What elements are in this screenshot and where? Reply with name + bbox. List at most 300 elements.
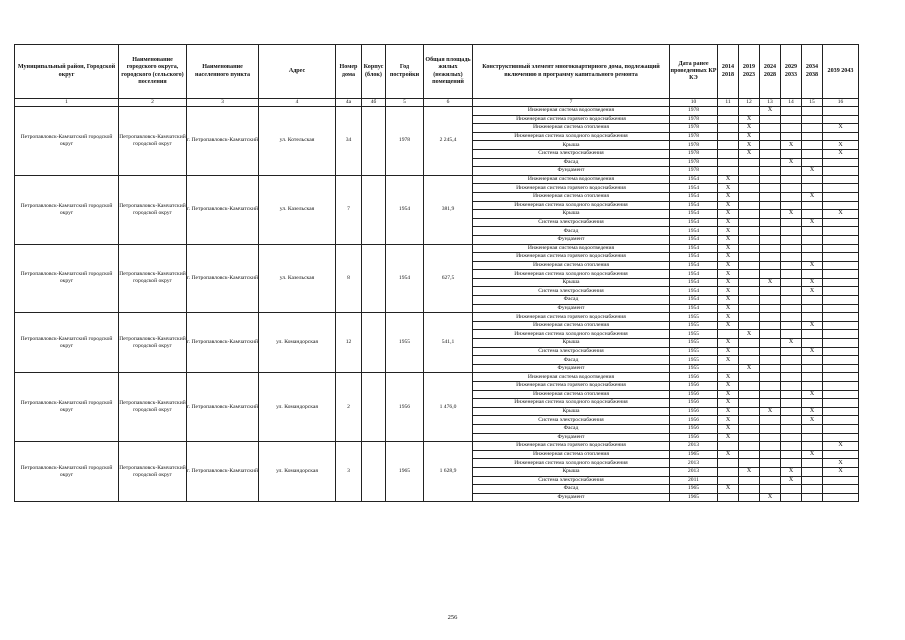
period-mark-cell: X xyxy=(718,201,739,210)
period-mark-cell xyxy=(802,442,823,451)
period-mark-cell: X xyxy=(823,141,859,150)
period-mark-cell: X xyxy=(802,287,823,296)
period-mark-cell xyxy=(802,373,823,382)
period-mark-cell xyxy=(781,407,802,416)
period-mark-cell xyxy=(739,476,760,485)
period-mark-cell xyxy=(802,132,823,141)
column-number: 13 xyxy=(760,99,781,107)
previous-repair-date-cell: 1978 xyxy=(670,132,718,141)
period-mark-cell xyxy=(718,364,739,373)
table-row xyxy=(15,313,859,322)
previous-repair-date-cell: 1955 xyxy=(670,321,718,330)
structural-element-cell: Инженерная система водоотведения xyxy=(473,244,670,253)
period-mark-cell xyxy=(781,278,802,287)
period-mark-cell xyxy=(823,424,859,433)
previous-repair-date-cell: 1954 xyxy=(670,304,718,313)
structural-element-cell: Крыша xyxy=(473,278,670,287)
period-mark-cell xyxy=(802,313,823,322)
previous-repair-date-cell: 2013 xyxy=(670,467,718,476)
period-mark-cell xyxy=(739,192,760,201)
area-cell: 381,9 xyxy=(424,175,473,244)
period-mark-cell xyxy=(781,270,802,279)
period-mark-cell xyxy=(781,485,802,494)
column-number: 15 xyxy=(802,99,823,107)
period-mark-cell xyxy=(823,330,859,339)
period-mark-cell: X xyxy=(718,244,739,253)
period-mark-cell xyxy=(760,287,781,296)
structural-element-cell: Фасад xyxy=(473,227,670,236)
structural-element-cell: Инженерная система холодного водоснабжения xyxy=(473,330,670,339)
period-mark-cell xyxy=(718,141,739,150)
column-header: Корпус (блок) xyxy=(362,45,386,99)
period-mark-cell xyxy=(739,493,760,502)
house-number-cell: 34 xyxy=(336,107,362,176)
period-mark-cell xyxy=(802,227,823,236)
period-mark-cell xyxy=(781,313,802,322)
period-mark-cell xyxy=(802,304,823,313)
period-mark-cell xyxy=(802,270,823,279)
period-mark-cell xyxy=(802,467,823,476)
previous-repair-date-cell: 1956 xyxy=(670,407,718,416)
period-mark-cell xyxy=(802,244,823,253)
period-mark-cell: X xyxy=(739,132,760,141)
previous-repair-date-cell: 1955 xyxy=(670,339,718,348)
page-number: 256 xyxy=(447,614,458,621)
settlement-cell: Петропавловск-Камчатский городской округ xyxy=(119,313,187,373)
period-mark-cell xyxy=(802,399,823,408)
period-mark-cell xyxy=(760,261,781,270)
column-header: Конструктивный элемент многоквартирного дома, подлежащий включению в программу капитального ремонта xyxy=(473,45,670,99)
period-mark-cell xyxy=(739,210,760,219)
build-year-cell: 1978 xyxy=(386,107,424,176)
capital-repair-table-sheet xyxy=(14,44,858,502)
district-cell: Петропавловск-Камчатский городской округ xyxy=(15,107,119,176)
previous-repair-date-cell: 1965 xyxy=(670,450,718,459)
structural-element-cell: Фундамент xyxy=(473,364,670,373)
period-mark-cell xyxy=(781,416,802,425)
structural-element-cell: Крыша xyxy=(473,407,670,416)
period-mark-cell: X xyxy=(781,158,802,167)
district-cell: Петропавловск-Камчатский городской округ xyxy=(15,244,119,313)
house-number-cell: 7 xyxy=(336,175,362,244)
structural-element-cell: Инженерная система горячего водоснабжения xyxy=(473,442,670,451)
period-mark-cell xyxy=(802,115,823,124)
column-header: Наименование городского округа, городского (сельского) поселения xyxy=(119,45,187,99)
period-mark-cell xyxy=(739,424,760,433)
period-mark-cell xyxy=(823,476,859,485)
previous-repair-date-cell: 1954 xyxy=(670,261,718,270)
period-mark-cell: X xyxy=(760,407,781,416)
period-mark-cell: X xyxy=(781,210,802,219)
period-mark-cell: X xyxy=(781,339,802,348)
period-mark-cell xyxy=(739,313,760,322)
period-mark-cell xyxy=(718,493,739,502)
period-mark-cell xyxy=(802,330,823,339)
previous-repair-date-cell: 1954 xyxy=(670,296,718,305)
structural-element-cell: Фасад xyxy=(473,485,670,494)
block-cell xyxy=(362,373,386,442)
period-mark-cell xyxy=(739,339,760,348)
period-mark-cell xyxy=(781,321,802,330)
period-mark-cell: X xyxy=(823,442,859,451)
period-mark-cell xyxy=(739,227,760,236)
period-mark-cell xyxy=(739,459,760,468)
previous-repair-date-cell: 1978 xyxy=(670,149,718,158)
period-mark-cell xyxy=(802,210,823,219)
period-mark-cell xyxy=(823,253,859,262)
structural-element-cell: Система электроснабжения xyxy=(473,416,670,425)
period-mark-cell: X xyxy=(802,321,823,330)
build-year-cell: 1965 xyxy=(386,442,424,502)
period-mark-cell: X xyxy=(802,218,823,227)
period-mark-cell xyxy=(823,356,859,365)
period-mark-cell xyxy=(802,124,823,133)
period-mark-cell xyxy=(823,390,859,399)
previous-repair-date-cell: 1954 xyxy=(670,244,718,253)
column-number: 1 xyxy=(15,99,119,107)
period-mark-cell xyxy=(781,201,802,210)
column-number: 10 xyxy=(670,99,718,107)
period-mark-cell xyxy=(823,485,859,494)
period-mark-cell xyxy=(823,270,859,279)
previous-repair-date-cell: 1956 xyxy=(670,416,718,425)
period-mark-cell: X xyxy=(823,149,859,158)
period-mark-cell xyxy=(718,459,739,468)
period-mark-cell: X xyxy=(718,407,739,416)
period-mark-cell: X xyxy=(718,321,739,330)
period-mark-cell: X xyxy=(718,261,739,270)
period-mark-cell: X xyxy=(718,339,739,348)
structural-element-cell: Крыша xyxy=(473,210,670,219)
period-mark-cell xyxy=(781,356,802,365)
period-mark-cell xyxy=(802,107,823,116)
column-header: Год постройки xyxy=(386,45,424,99)
period-mark-cell xyxy=(823,313,859,322)
structural-element-cell: Инженерная система горячего водоснабжения xyxy=(473,253,670,262)
structural-element-cell: Инженерная система холодного водоснабжения xyxy=(473,132,670,141)
column-number: 5 xyxy=(386,99,424,107)
period-mark-cell xyxy=(718,107,739,116)
period-mark-cell xyxy=(823,493,859,502)
street-cell: ул. Казельская xyxy=(259,244,336,313)
table-row xyxy=(15,107,859,116)
structural-element-cell: Инженерная система холодного водоснабжения xyxy=(473,270,670,279)
period-mark-cell xyxy=(718,158,739,167)
structural-element-cell: Инженерная система отопления xyxy=(473,192,670,201)
previous-repair-date-cell: 1954 xyxy=(670,210,718,219)
period-mark-cell: X xyxy=(739,149,760,158)
district-cell: Петропавловск-Камчатский городской округ xyxy=(15,442,119,502)
column-number: 6 xyxy=(424,99,473,107)
structural-element-cell: Крыша xyxy=(473,467,670,476)
period-mark-cell xyxy=(823,192,859,201)
previous-repair-date-cell: 1954 xyxy=(670,270,718,279)
period-mark-cell xyxy=(739,382,760,391)
structural-element-cell: Инженерная система холодного водоснабжения xyxy=(473,201,670,210)
period-mark-cell xyxy=(760,339,781,348)
period-mark-cell xyxy=(781,107,802,116)
column-number: 12 xyxy=(739,99,760,107)
previous-repair-date-cell: 1954 xyxy=(670,287,718,296)
build-year-cell: 1955 xyxy=(386,313,424,373)
period-mark-cell: X xyxy=(739,115,760,124)
structural-element-cell: Крыша xyxy=(473,141,670,150)
period-mark-cell xyxy=(823,364,859,373)
structural-element-cell: Система электроснабжения xyxy=(473,476,670,485)
period-mark-cell xyxy=(802,339,823,348)
period-mark-cell xyxy=(781,442,802,451)
period-mark-cell xyxy=(739,356,760,365)
period-mark-cell: X xyxy=(718,235,739,244)
structural-element-cell: Система электроснабжения xyxy=(473,149,670,158)
district-cell: Петропавловск-Камчатский городской округ xyxy=(15,313,119,373)
period-mark-cell xyxy=(823,201,859,210)
structural-element-cell: Инженерная система отопления xyxy=(473,261,670,270)
block-cell xyxy=(362,442,386,502)
locality-cell: г. Петропавловск-Камчатский xyxy=(187,244,259,313)
period-mark-cell xyxy=(802,476,823,485)
period-mark-cell xyxy=(760,450,781,459)
period-mark-cell xyxy=(823,399,859,408)
period-mark-cell: X xyxy=(718,175,739,184)
table-row xyxy=(15,373,859,382)
period-mark-cell xyxy=(823,244,859,253)
table-row xyxy=(15,244,859,253)
structural-element-cell: Инженерная система горячего водоснабжения xyxy=(473,382,670,391)
previous-repair-date-cell: 2013 xyxy=(670,442,718,451)
period-mark-cell: X xyxy=(718,287,739,296)
previous-repair-date-cell: 1954 xyxy=(670,201,718,210)
structural-element-cell: Инженерная система отопления xyxy=(473,124,670,133)
structural-element-cell: Инженерная система холодного водоснабжения xyxy=(473,399,670,408)
period-mark-cell xyxy=(760,227,781,236)
period-mark-cell xyxy=(781,115,802,124)
period-mark-cell xyxy=(760,124,781,133)
period-mark-cell xyxy=(718,149,739,158)
house-number-cell: 2 xyxy=(336,373,362,442)
period-mark-cell xyxy=(760,347,781,356)
previous-repair-date-cell: 1978 xyxy=(670,107,718,116)
period-mark-cell: X xyxy=(781,141,802,150)
previous-repair-date-cell: 1956 xyxy=(670,390,718,399)
period-mark-cell: X xyxy=(718,485,739,494)
previous-repair-date-cell: 2013 xyxy=(670,459,718,468)
period-mark-cell xyxy=(718,124,739,133)
column-number: 4б xyxy=(362,99,386,107)
period-mark-cell xyxy=(739,407,760,416)
period-mark-cell xyxy=(718,330,739,339)
period-mark-cell xyxy=(760,158,781,167)
table-row xyxy=(15,442,859,451)
period-mark-cell xyxy=(781,364,802,373)
period-mark-cell xyxy=(739,184,760,193)
locality-cell: г. Петропавловск-Камчатский xyxy=(187,175,259,244)
period-mark-cell xyxy=(802,433,823,442)
period-mark-cell xyxy=(760,210,781,219)
previous-repair-date-cell: 1978 xyxy=(670,124,718,133)
period-mark-cell xyxy=(760,459,781,468)
column-header: Муниципальный район, Городской округ xyxy=(15,45,119,99)
period-mark-cell xyxy=(823,278,859,287)
structural-element-cell: Инженерная система водоотведения xyxy=(473,373,670,382)
period-mark-cell xyxy=(739,278,760,287)
period-mark-cell xyxy=(823,321,859,330)
period-mark-cell xyxy=(802,141,823,150)
period-mark-cell: X xyxy=(823,210,859,219)
period-mark-cell: X xyxy=(739,124,760,133)
period-mark-cell xyxy=(760,442,781,451)
period-mark-cell xyxy=(823,433,859,442)
column-number: 7 xyxy=(473,99,670,107)
column-number-row xyxy=(15,99,859,107)
settlement-cell: Петропавловск-Камчатский городской округ xyxy=(119,442,187,502)
period-mark-cell xyxy=(760,141,781,150)
period-mark-cell xyxy=(760,356,781,365)
period-mark-cell xyxy=(760,184,781,193)
structural-element-cell: Фасад xyxy=(473,296,670,305)
build-year-cell: 1956 xyxy=(386,373,424,442)
previous-repair-date-cell: 1954 xyxy=(670,253,718,262)
period-mark-cell xyxy=(823,218,859,227)
settlement-cell: Петропавловск-Камчатский городской округ xyxy=(119,107,187,176)
period-mark-cell xyxy=(739,399,760,408)
period-mark-cell xyxy=(823,416,859,425)
period-mark-cell xyxy=(760,296,781,305)
period-mark-cell: X xyxy=(802,450,823,459)
period-mark-cell xyxy=(781,235,802,244)
period-mark-cell xyxy=(739,485,760,494)
structural-element-cell: Фундамент xyxy=(473,235,670,244)
period-mark-cell xyxy=(739,167,760,176)
period-mark-cell: X xyxy=(718,433,739,442)
structural-element-cell: Фасад xyxy=(473,424,670,433)
period-mark-cell: X xyxy=(802,192,823,201)
period-mark-cell: X xyxy=(718,227,739,236)
period-mark-cell: X xyxy=(802,261,823,270)
column-number: 4а xyxy=(336,99,362,107)
period-mark-cell: X xyxy=(718,347,739,356)
district-cell: Петропавловск-Камчатский городской округ xyxy=(15,175,119,244)
locality-cell: г. Петропавловск-Камчатский xyxy=(187,373,259,442)
structural-element-cell: Фундамент xyxy=(473,304,670,313)
period-mark-cell xyxy=(802,253,823,262)
period-mark-cell xyxy=(823,235,859,244)
period-mark-cell xyxy=(760,424,781,433)
period-mark-cell xyxy=(760,321,781,330)
structural-element-cell: Инженерная система горячего водоснабжения xyxy=(473,184,670,193)
period-mark-cell xyxy=(823,347,859,356)
previous-repair-date-cell: 1978 xyxy=(670,115,718,124)
previous-repair-date-cell: 1954 xyxy=(670,227,718,236)
previous-repair-date-cell: 1954 xyxy=(670,175,718,184)
period-mark-cell: X xyxy=(802,167,823,176)
locality-cell: г. Петропавловск-Камчатский xyxy=(187,107,259,176)
period-mark-cell xyxy=(760,416,781,425)
period-mark-cell xyxy=(739,287,760,296)
build-year-cell: 1954 xyxy=(386,175,424,244)
column-number: 16 xyxy=(823,99,859,107)
period-mark-cell xyxy=(781,390,802,399)
period-mark-cell: X xyxy=(718,184,739,193)
period-mark-cell xyxy=(823,132,859,141)
period-mark-cell xyxy=(802,424,823,433)
period-mark-cell xyxy=(760,235,781,244)
period-mark-cell: X xyxy=(739,467,760,476)
period-mark-cell xyxy=(823,407,859,416)
period-mark-cell xyxy=(781,382,802,391)
street-cell: ул. Казельская xyxy=(259,175,336,244)
period-mark-cell xyxy=(718,442,739,451)
period-mark-cell xyxy=(760,253,781,262)
period-mark-cell xyxy=(760,218,781,227)
structural-element-cell: Фундамент xyxy=(473,433,670,442)
period-mark-cell xyxy=(739,321,760,330)
street-cell: ул. Командорская xyxy=(259,373,336,442)
period-mark-cell xyxy=(739,261,760,270)
period-mark-cell: X xyxy=(718,253,739,262)
period-mark-cell xyxy=(823,304,859,313)
area-cell: 1 476,0 xyxy=(424,373,473,442)
period-mark-cell: X xyxy=(718,192,739,201)
period-mark-cell xyxy=(781,261,802,270)
structural-element-cell: Фундамент xyxy=(473,493,670,502)
period-mark-cell xyxy=(781,218,802,227)
period-mark-cell xyxy=(739,296,760,305)
period-mark-cell xyxy=(760,399,781,408)
previous-repair-date-cell: 1955 xyxy=(670,347,718,356)
period-mark-cell xyxy=(760,270,781,279)
period-mark-cell xyxy=(760,167,781,176)
column-header: 2019 2023 xyxy=(739,45,760,99)
previous-repair-date-cell: 1954 xyxy=(670,192,718,201)
period-mark-cell: X xyxy=(718,270,739,279)
period-mark-cell xyxy=(781,253,802,262)
previous-repair-date-cell: 1956 xyxy=(670,373,718,382)
period-mark-cell xyxy=(739,201,760,210)
period-mark-cell xyxy=(802,184,823,193)
structural-element-cell: Инженерная система водоотведения xyxy=(473,107,670,116)
period-mark-cell xyxy=(781,296,802,305)
street-cell: ул. Командорская xyxy=(259,442,336,502)
period-mark-cell: X xyxy=(760,278,781,287)
period-mark-cell xyxy=(823,227,859,236)
previous-repair-date-cell: 1956 xyxy=(670,424,718,433)
area-cell: 627,5 xyxy=(424,244,473,313)
period-mark-cell xyxy=(823,450,859,459)
settlement-cell: Петропавловск-Камчатский городской округ xyxy=(119,244,187,313)
period-mark-cell xyxy=(781,433,802,442)
table-row xyxy=(15,175,859,184)
period-mark-cell xyxy=(760,115,781,124)
period-mark-cell xyxy=(823,115,859,124)
house-number-cell: 12 xyxy=(336,313,362,373)
column-number: 4 xyxy=(259,99,336,107)
period-mark-cell xyxy=(760,201,781,210)
period-mark-cell xyxy=(739,433,760,442)
column-header: Номер дома xyxy=(336,45,362,99)
period-mark-cell xyxy=(739,304,760,313)
period-mark-cell xyxy=(781,167,802,176)
settlement-cell: Петропавловск-Камчатский городской округ xyxy=(119,175,187,244)
area-cell: 1 628,9 xyxy=(424,442,473,502)
previous-repair-date-cell: 1956 xyxy=(670,399,718,408)
period-mark-cell xyxy=(781,244,802,253)
column-number: 11 xyxy=(718,99,739,107)
period-mark-cell: X xyxy=(718,304,739,313)
period-mark-cell: X xyxy=(718,373,739,382)
period-mark-cell xyxy=(739,175,760,184)
previous-repair-date-cell: 1954 xyxy=(670,278,718,287)
